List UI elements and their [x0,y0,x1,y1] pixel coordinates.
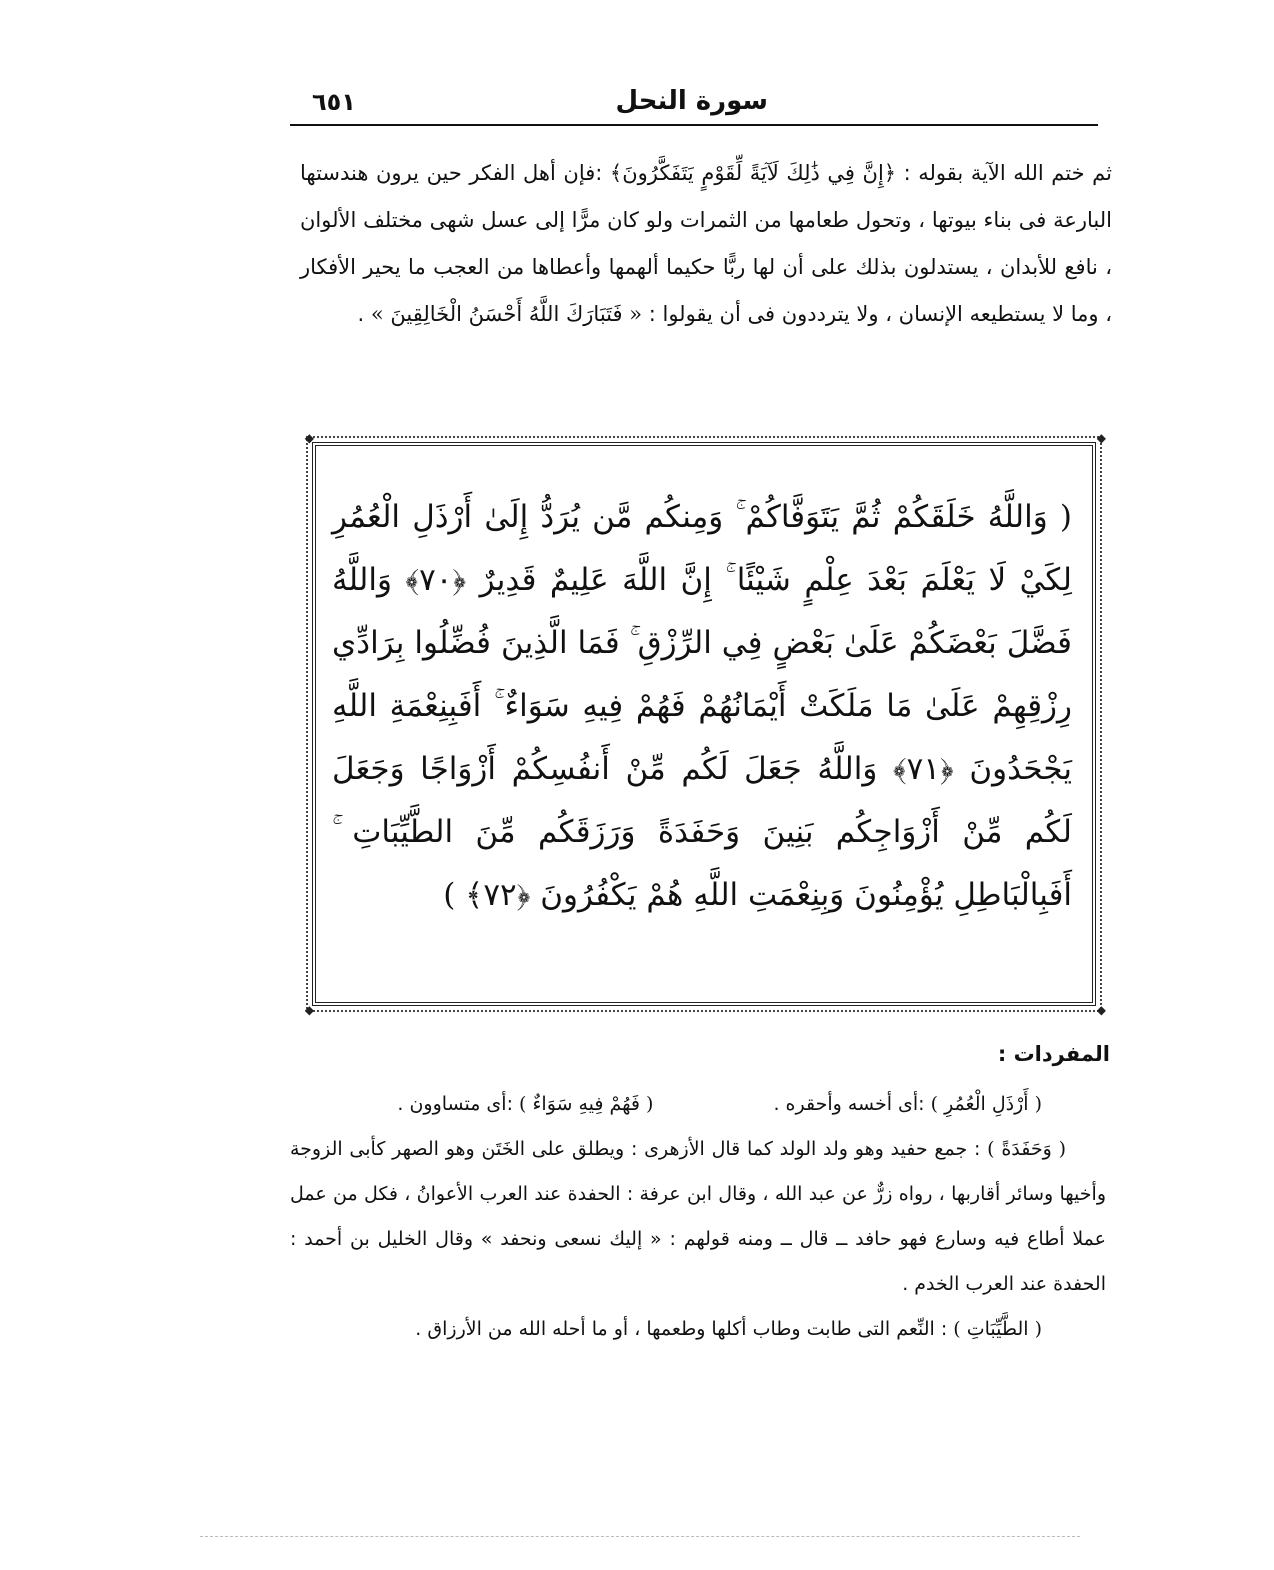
vocab-definition: :أى أخسه وأحقره . [773,1093,931,1115]
page-title: سورة النحل [615,86,768,116]
vocab-row-1 [290,1082,1106,1127]
vocab-heading: المفردات : [997,1042,1110,1066]
vocab-entry [773,1082,1042,1127]
vocab-term: ( وَحَفَدَةً ) [987,1138,1066,1160]
vocab-entry [290,1307,1106,1352]
quran-verses: ( وَاللَّهُ خَلَقَكُمْ ثُمَّ يَتَوَفَّاكُمْ ۚ وَمِنكُم مَّن يُرَدُّ إِلَىٰ أَرْذَلِ الْعُمُرِ لِكَيْ لَا يَعْلَمَ بَعْدَ عِلْمٍ شَيْئًا ۚ إِنَّ اللَّهَ عَلِيمٌ قَدِيرٌ ﴿٧٠﴾ وَاللَّهُ فَضَّلَ بَعْضَكُمْ عَلَىٰ بَعْضٍ فِي الرِّزْقِ ۚ فَمَا الَّذِينَ فُضِّلُوا بِرَادِّي رِزْقِهِمْ عَلَىٰ مَا مَلَكَتْ أَيْمَانُهُمْ فَهُمْ فِيهِ سَوَاءٌ ۚ أَفَبِنِعْمَةِ اللَّهِ يَجْحَدُونَ ﴿٧١﴾ وَاللَّهُ جَعَلَ لَكُم مِّنْ أَنفُسِكُمْ أَزْوَاجًا وَجَعَلَ لَكُم مِّنْ أَزْوَاجِكُم بَنِينَ وَحَفَدَةً وَرَزَقَكُم مِّنَ الطَّيِّبَاتِ ۚ أَفَبِالْبَاطِلِ يُؤْمِنُونَ وَبِنِعْمَتِ اللَّهِ هُمْ يَكْفُرُونَ ﴿٧٢﴾ ) [332,499,1072,913]
frame-corner-ornament: ◆ [1096,431,1106,445]
vocab-term: ( الطَّيِّبَاتِ ) [953,1318,1042,1340]
frame-corner-ornament: ◆ [304,431,314,445]
vocab-definition: : جمع حفيد وهو ولد الولد كما قال الأزهرى : ويطلق على الخَتَن وهو الصهر كأبى الزوجة وأخيها وسائر أقاربها ، رواه زرٌّ عن عبد الله ، وقال ابن عرفة : الحفدة عند العرب الأعوانُ ، فكل من عمل عملا أطاع فيه وسارع فهو حافد ــ قال ــ ومنه قولهم : « إليك نسعى ونحفد » وقال الخليل بن أحمد : الحفدة عند العرب الخدم . [290,1138,1106,1295]
intro-end: . [357,302,371,326]
vocab-entry [290,1127,1106,1307]
vocab-term: ( أَرْذَلِ الْعُمُرِ ) [930,1093,1042,1115]
frame-corner-ornament: ◆ [304,1003,314,1017]
intro-closing-quote: « فَتَبَارَكَ اللَّهُ أَحْسَنُ الْخَالِقِينَ » [370,302,643,326]
intro-quran-quote: ﴿إِنَّ فِي ذَٰلِكَ لَآيَةً لِّقَوْمٍ يَتَفَكَّرُونَ﴾ [609,161,897,185]
vocab-entry [397,1082,653,1127]
page-number: ٦٥١ [312,88,356,116]
page-header [290,80,1098,126]
frame-corner-ornament: ◆ [1096,1003,1106,1017]
intro-text-start: ثم ختم الله الآية بقوله : [896,161,1112,185]
vocab-section [290,1082,1106,1352]
intro-text-body: :فإن أهل الفكر حين يرون هندستها البارعة فى بناء بيوتها ، وتحول طعامها من الثمرات ولو كان مرًّا إلى عسل شهى مختلف الألوان ، نافع للأبدان ، يستدلون بذلك على أن لها ربًّا حكيما ألهمها وأعطاها من العجب ما يحير الأفكار ، وما لا يستطيعه الإنسان ، ولا يترددون فى أن يقولوا : [300,161,1112,326]
footer-divider [200,1536,1080,1537]
intro-paragraph [300,150,1112,338]
vocab-term: ( فَهُمْ فِيهِ سَوَاءٌ ) [519,1093,654,1115]
vocab-definition: : النِّعم التى طابت وطاب أكلها وطعمها ، أو ما أحله الله من الأرزاق . [415,1318,954,1340]
vocab-definition: :أى متساوون . [397,1093,520,1115]
